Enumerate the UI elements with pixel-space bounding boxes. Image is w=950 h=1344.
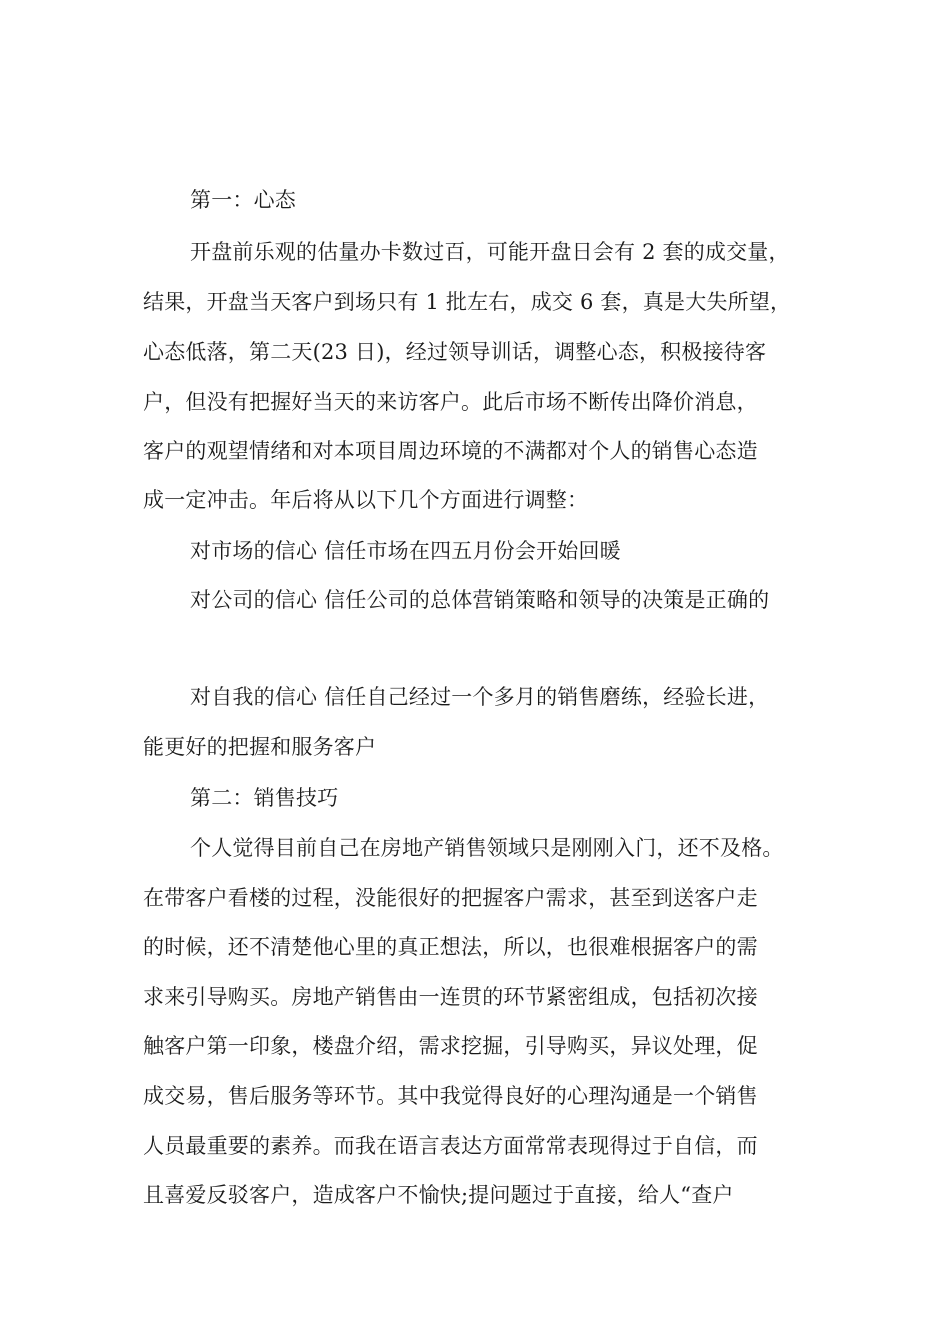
paragraph-line: 开盘前乐观的估量办卡数过百，可能开盘日会有 2 套的成交量， bbox=[190, 240, 790, 264]
paragraph-line: 客户的观望情绪和对本项目周边环境的不满都对个人的销售心态造 bbox=[143, 439, 758, 463]
list-item: 对公司的信心 信任公司的总体营销策略和领导的决策是正确的 bbox=[190, 588, 770, 612]
paragraph-line: 心态低落，第二天(23 日)，经过领导训话，调整心态，积极接待客 bbox=[143, 340, 767, 364]
paragraph-line: 的时候，还不清楚他心里的真正想法，所以，也很难根据客户的需 bbox=[143, 935, 758, 959]
paragraph-line: 户，但没有把握好当天的来访客户。此后市场不断传出降价消息， bbox=[143, 390, 758, 414]
section-heading: 第一：心态 bbox=[190, 188, 296, 212]
paragraph-line: 人员最重要的素养。而我在语言表达方面常常表现得过于自信，而 bbox=[143, 1134, 758, 1158]
paragraph-line: 且喜爱反驳客户，造成客户不愉快;提问题过于直接，给人“查户 bbox=[143, 1183, 734, 1207]
section-heading: 第二：销售技巧 bbox=[190, 786, 339, 810]
list-item: 对自我的信心 信任自己经过一个多月的销售磨练，经验长进， bbox=[190, 685, 770, 709]
list-item: 对市场的信心 信任市场在四五月份会开始回暖 bbox=[190, 539, 621, 563]
paragraph-line: 在带客户看楼的过程，没能很好的把握客户需求，甚至到送客户走 bbox=[143, 886, 758, 910]
list-item: 能更好的把握和服务客户 bbox=[143, 735, 377, 759]
paragraph-line: 成一定冲击。年后将从以下几个方面进行调整： bbox=[143, 488, 589, 512]
paragraph-line: 成交易，售后服务等环节。其中我觉得良好的心理沟通是一个销售 bbox=[143, 1084, 758, 1108]
paragraph-line: 结果，开盘当天客户到场只有 1 批左右，成交 6 套，真是大失所望， bbox=[143, 290, 792, 314]
paragraph-line: 求来引导购买。房地产销售由一连贯的环节紧密组成，包括初次接 bbox=[143, 985, 758, 1009]
paragraph-line: 个人觉得目前自己在房地产销售领域只是刚刚入门，还不及格。 bbox=[190, 836, 784, 860]
paragraph-line: 触客户第一印象，楼盘介绍，需求挖掘，引导购买，异议处理，促 bbox=[143, 1034, 758, 1058]
